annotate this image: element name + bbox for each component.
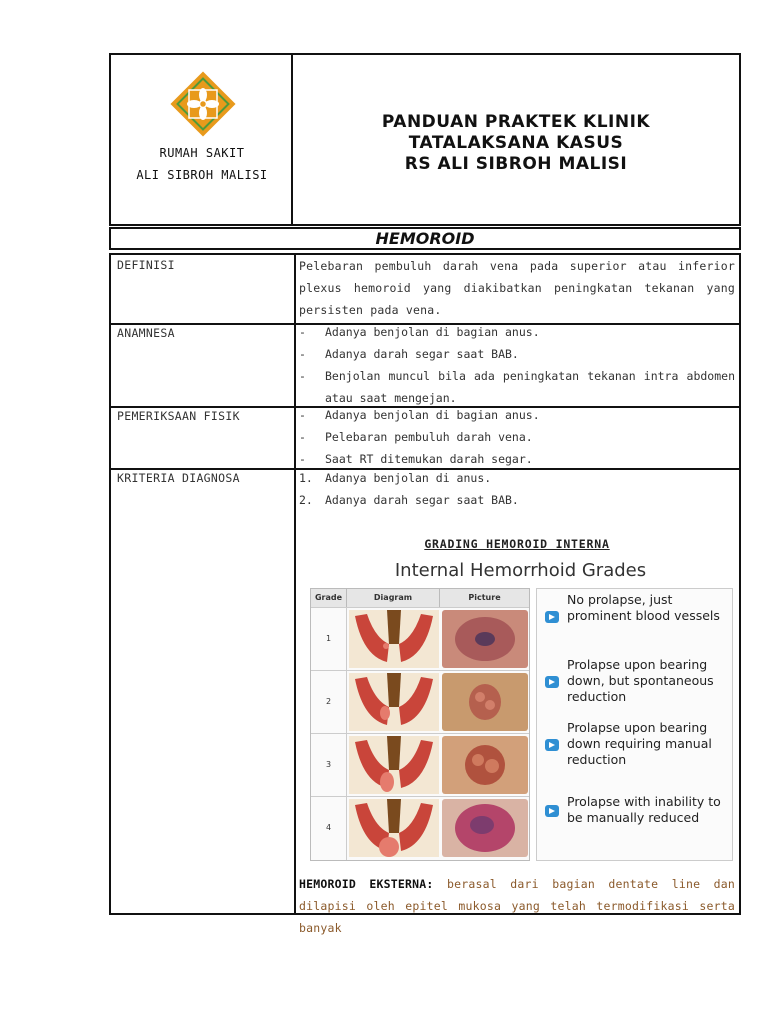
hospital-name-line1: RUMAH SAKIT — [159, 146, 245, 160]
list-item-text: Pelebaran pembuluh darah vena. — [325, 430, 533, 444]
anamnesa-list — [299, 321, 735, 409]
topic-heading: HEMOROID — [109, 227, 741, 250]
grade-number: 4 — [311, 797, 347, 860]
hospital-name-line2: ALI SIBROH MALISI — [136, 168, 268, 182]
eksterna-label: HEMOROID EKSTERNA: — [299, 877, 434, 891]
kriteria-label: KRITERIA DIAGNOSA — [117, 471, 240, 485]
list-item-text: Adanya benjolan di bagian anus. — [325, 325, 540, 339]
kriteria-list — [299, 467, 735, 511]
pemeriksaan-list — [299, 404, 735, 470]
eksterna-text: berasal dari bagian dentate line dan dilapisi oleh epitel mukosa yang telah termodifikasi serta banyak — [299, 877, 735, 935]
hemoroid-eksterna-paragraph — [299, 873, 735, 939]
grade-header: Grade — [311, 589, 347, 607]
grade-descriptions — [536, 588, 733, 861]
document-title-line2: TATALAKSANA KASUS — [408, 133, 624, 153]
list-item-text: Adanya benjolan di bagian anus. — [325, 408, 540, 422]
grade-row — [311, 796, 529, 860]
anatomy-diagram-icon — [349, 799, 439, 857]
bullet-marker: - — [299, 369, 306, 383]
clinical-photo-icon — [442, 610, 528, 668]
document-title-line1: PANDUAN PRAKTEK KLINIK — [381, 112, 651, 132]
arrow-right-icon — [545, 676, 559, 688]
definisi-line: Pelebaran pembuluh darah vena pada superior atau inferior — [299, 259, 735, 273]
grade-number: 3 — [311, 734, 347, 796]
grade-row — [311, 607, 529, 670]
list-item — [299, 426, 735, 448]
list-item-text: Benjolan muncul bila ada peningkatan tekanan intra abdomen atau saat mengejan. — [325, 369, 735, 405]
grade-number: 2 — [311, 671, 347, 733]
bullet-marker: - — [299, 325, 306, 339]
bullet-marker: - — [299, 347, 306, 361]
grade-row — [311, 733, 529, 796]
flower-logo-icon — [166, 67, 240, 141]
list-item — [299, 343, 735, 365]
list-number: 1. — [299, 471, 313, 485]
hemorrhoid-grades-figure — [308, 560, 733, 865]
anatomy-diagram-icon — [349, 673, 439, 731]
grade-description-text: Prolapse upon bearing down requiring manual reduction — [567, 720, 712, 767]
bullet-marker: - — [299, 452, 306, 466]
arrow-right-icon — [545, 611, 559, 623]
list-number: 2. — [299, 493, 313, 507]
diagram-header: Diagram — [347, 589, 440, 607]
clinical-photo-icon — [442, 799, 528, 857]
list-item-text: Adanya benjolan di anus. — [325, 471, 492, 485]
bullet-marker: - — [299, 430, 306, 444]
list-item-text: Adanya darah segar saat BAB. — [325, 493, 519, 507]
grade-description-text: Prolapse with inability to be manually reduced — [567, 794, 721, 825]
grade-description-text: Prolapse upon bearing down, but spontaneous reduction — [567, 657, 714, 704]
definisi-text — [299, 255, 735, 321]
clinical-photo-icon — [442, 736, 528, 794]
definisi-line: plexus hemoroid yang diakibatkan peningkatan tekanan yang — [299, 281, 735, 295]
definisi-line: persisten pada vena. — [299, 303, 442, 317]
content-table — [109, 253, 741, 935]
picture-header: Picture — [440, 589, 529, 607]
list-item-text: Saat RT ditemukan darah segar. — [325, 452, 533, 466]
definisi-label: DEFINISI — [117, 258, 175, 272]
anatomy-diagram-icon — [349, 736, 439, 794]
pemeriksaan-label: PEMERIKSAAN FISIK — [117, 409, 240, 423]
grading-heading: GRADING HEMOROID INTERNA — [424, 537, 610, 551]
clinical-photo-icon — [442, 673, 528, 731]
list-item-text: Adanya darah segar saat BAB. — [325, 347, 519, 361]
list-item — [299, 321, 735, 343]
list-item — [299, 489, 735, 511]
list-item — [299, 404, 735, 426]
figure-title: Internal Hemorrhoid Grades — [394, 560, 647, 581]
hospital-identity — [111, 55, 293, 224]
grade-description-text: No prolapse, just prominent blood vessels — [567, 592, 720, 623]
bullet-marker: - — [299, 408, 306, 422]
list-item — [299, 467, 735, 489]
grade-row — [311, 670, 529, 733]
grade-number: 1 — [311, 608, 347, 670]
list-item — [299, 365, 735, 409]
grade-table — [310, 588, 530, 861]
arrow-right-icon — [545, 739, 559, 751]
document-title-block — [293, 55, 739, 224]
arrow-right-icon — [545, 805, 559, 817]
column-divider — [294, 255, 296, 913]
document-title-line3: RS ALI SIBROH MALISI — [404, 154, 628, 174]
document-header — [109, 53, 741, 226]
anamnesa-label: ANAMNESA — [117, 326, 175, 340]
anatomy-diagram-icon — [349, 610, 439, 668]
